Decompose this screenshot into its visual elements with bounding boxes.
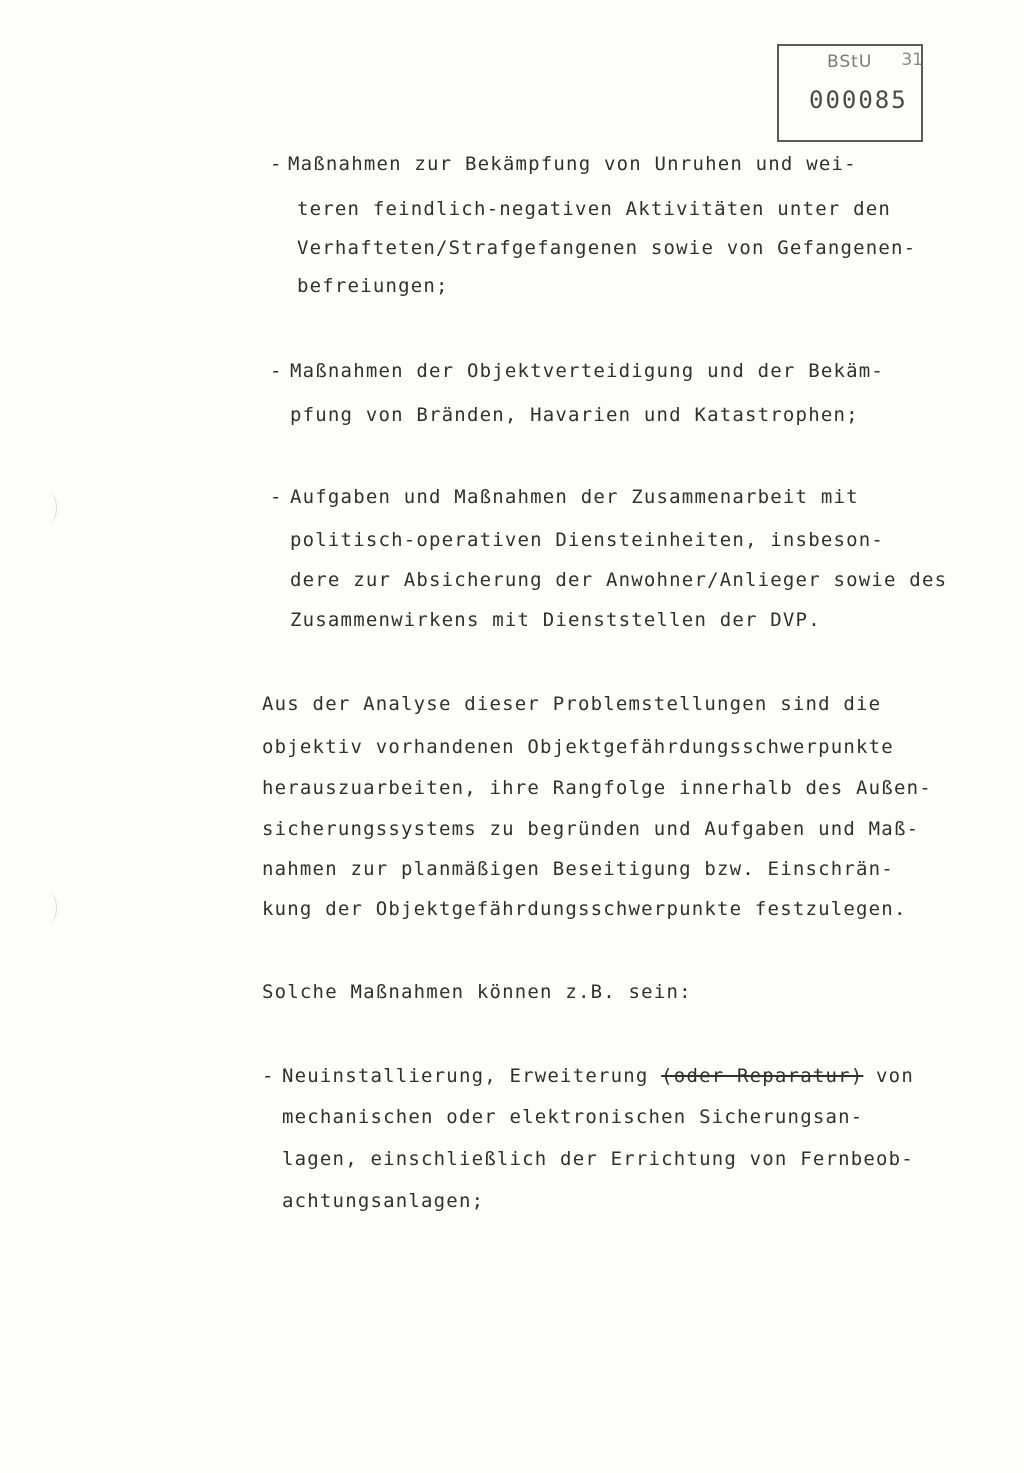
text-line: mechanischen oder elektronischen Sicherungsan- — [282, 1106, 864, 1128]
text-segment: von — [863, 1065, 914, 1087]
text-line: Solche Maßnahmen können z.B. sein: — [262, 981, 692, 1003]
text-line: Zusammenwirkens mit Dienststellen der DVP. — [290, 609, 821, 631]
text-line: pfung von Bränden, Havarien und Katastrophen; — [290, 404, 859, 426]
stamp-page-ref: 31 — [901, 50, 923, 70]
text-line: politisch-operativen Diensteinheiten, insbeson- — [290, 529, 885, 551]
text-line: befreiungen; — [297, 275, 449, 297]
bullet-marker: - — [270, 153, 282, 175]
punch-hole-mark — [38, 492, 57, 524]
text-line: dere zur Absicherung der Anwohner/Anlieger sowie des — [290, 569, 948, 591]
stamp-archive-label: BStU — [827, 52, 873, 72]
text-line: objektiv vorhandenen Objektgefährdungsschwerpunkte — [262, 736, 894, 758]
stamp-number: 000085 — [809, 86, 908, 114]
bullet-marker: - — [270, 486, 282, 508]
text-line — [282, 1064, 914, 1088]
struck-text: (oder Reparatur) — [661, 1065, 864, 1087]
bullet-marker: - — [270, 360, 282, 382]
text-line: kung der Objektgefährdungsschwerpunkte festzulegen. — [262, 898, 907, 920]
text-line: Verhafteten/Strafgefangenen sowie von Gefangenen- — [297, 237, 917, 259]
text-line: Maßnahmen der Objektverteidigung und der Bekäm- — [290, 360, 885, 382]
text-line: teren feindlich-negativen Aktivitäten unter den — [297, 198, 892, 220]
punch-hole-mark — [38, 892, 57, 924]
text-line: Maßnahmen zur Bekämpfung von Unruhen und wei- — [288, 153, 857, 175]
bullet-marker: - — [262, 1065, 274, 1087]
text-line: sicherungssystems zu begründen und Aufgaben und Maß- — [262, 818, 920, 840]
archive-stamp — [777, 44, 923, 142]
text-segment: Neuinstallierung, Erweiterung — [282, 1065, 662, 1087]
text-line: herauszuarbeiten, ihre Rangfolge innerhalb des Außen- — [262, 777, 932, 799]
text-line: lagen, einschließlich der Errichtung von Fernbeob- — [282, 1148, 914, 1170]
text-line: Aus der Analyse dieser Problemstellungen sind die — [262, 693, 882, 715]
text-line: achtungsanlagen; — [282, 1190, 485, 1212]
text-line: nahmen zur planmäßigen Beseitigung bzw. Einschrän- — [262, 858, 894, 880]
text-line: Aufgaben und Maßnahmen der Zusammenarbeit mit — [290, 486, 859, 508]
